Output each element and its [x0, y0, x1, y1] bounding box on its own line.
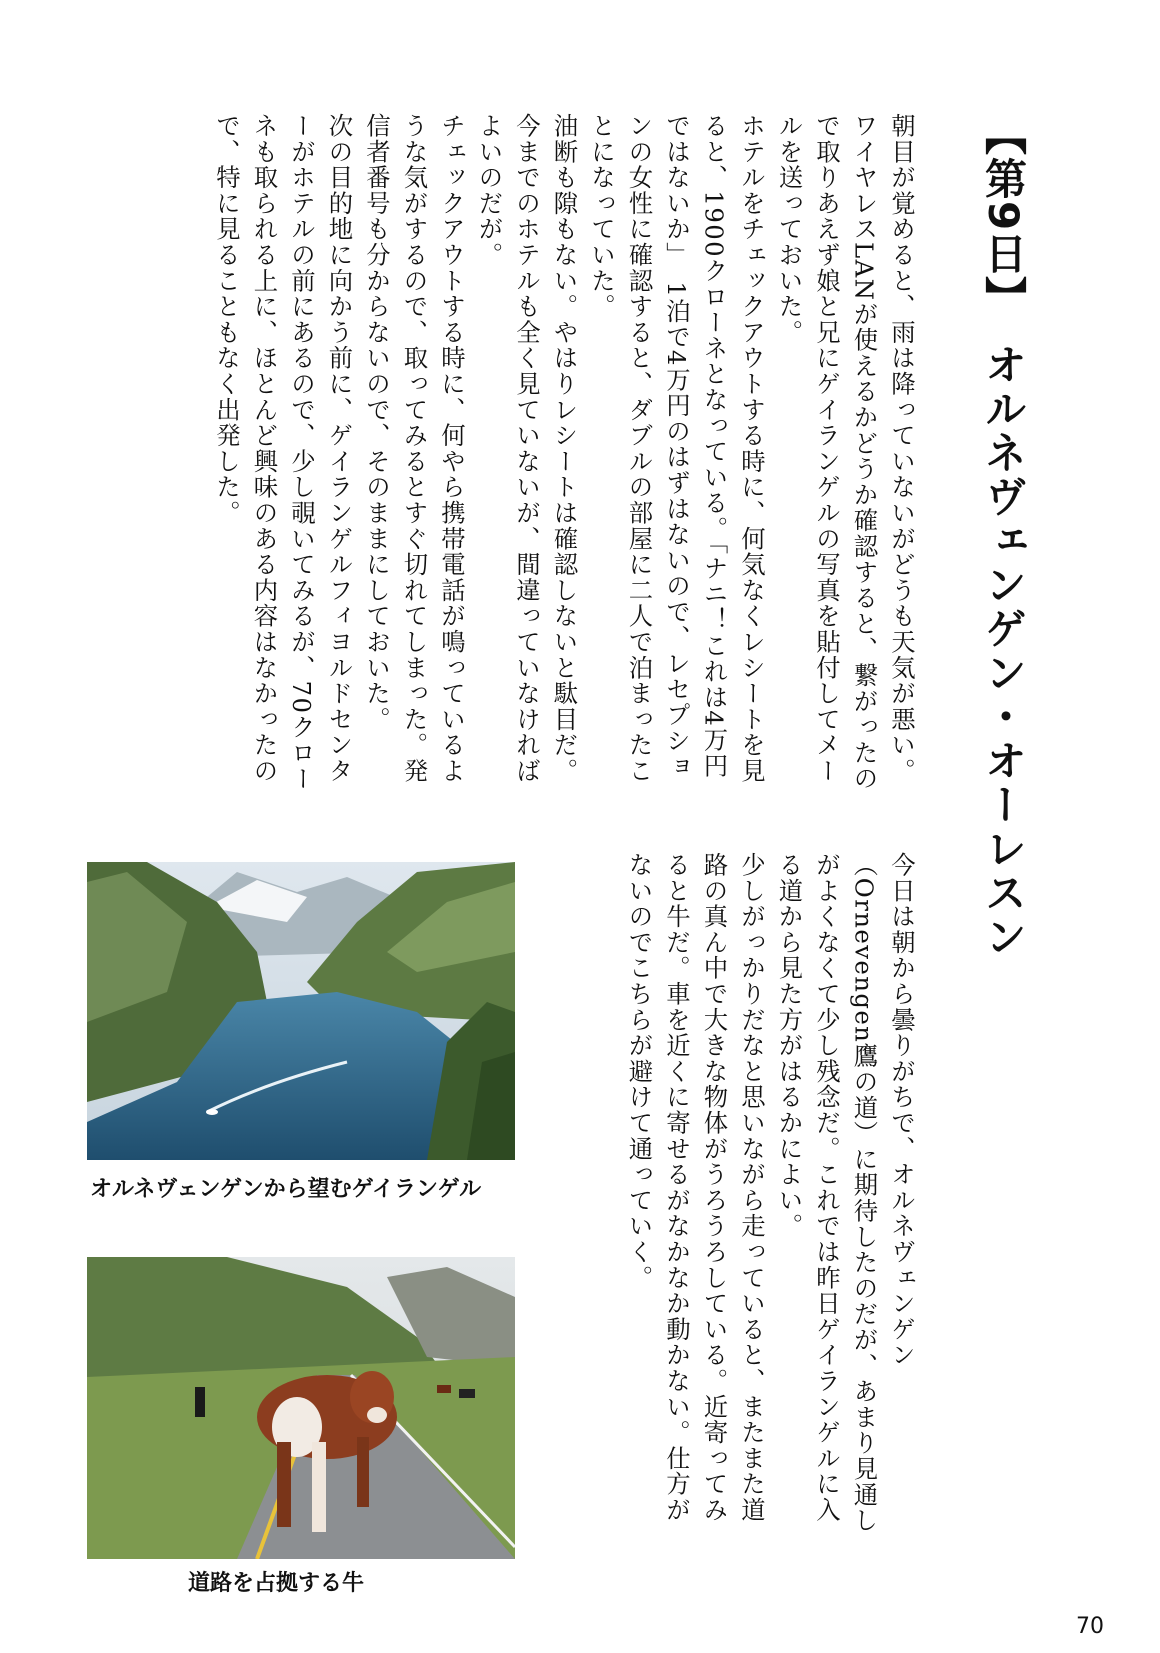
paragraph: 少しがっかりだなと思いながら走っていると、またまた道路の真ん中で大きな物体がうろうろしている。近寄ってみると牛だ。車を近くに寄せるがなかなか動かない。仕方がないのでこちらが避けて通っていく。 — [624, 852, 766, 1523]
paragraph: 今日は朝から曇りがちで、オルネヴェンゲン（Ornevengen鷹の道）に期待したのだが、あまり見通しがよくなくて少し残念だ。これでは昨日ゲイランゲルに入る道から見た方がはるかによい。 — [774, 852, 916, 1534]
photo-caption: オルネヴェンゲンから望むゲイランゲル — [90, 1177, 482, 1202]
paragraph: チェックアウトする時に、何やら携帯電話が鳴っているような気がするので、取ってみるとすぐ切れてしまった。発信者番号も分からないので、そのままにしておいた。 — [362, 113, 466, 784]
body-text-lower — [610, 852, 920, 1542]
fjord-photo — [87, 862, 515, 1160]
paragraph: ホテルをチェックアウトする時に、何気なくレシートを見ると、1900クローネとなっている。「ナニ！これは4万円ではないか」 1泊で4万円のはずはないので、レセプションの女性に確認すると、ダブルの部屋に二人で泊まったことになっていた。 — [587, 113, 766, 784]
photo-caption: 道路を占拠する牛 — [188, 1571, 365, 1596]
body-text-upper — [140, 113, 920, 803]
paragraph: 次の目的地に向かう前に、ゲイランゲルフィヨルドセンターがホテルの前にあるので、少し覗いてみるが、70クローネも取られる上に、ほとんど興味のある内容はなかったので、特に見ることもなく出発した。 — [212, 113, 354, 792]
cow-on-road-photo — [87, 1257, 515, 1559]
paragraph: 油断も隙もない。やはりレシートは確認しないと駄目だ。今までのホテルも全く見ていないが、間違っていなければよいのだが。 — [474, 113, 579, 784]
chapter-heading: 【第9日】 オルネヴェンゲン・オーレスン — [979, 113, 1028, 960]
page-number: 70 — [1076, 1614, 1104, 1639]
paragraph: 朝目が覚めると、雨は降っていないがどうも天気が悪い。ワイヤレスLANが使えるかどうか確認すると、繋がったので取りあえず娘と兄にゲイランゲルの写真を貼付してメールを送っておいた。 — [774, 113, 916, 792]
